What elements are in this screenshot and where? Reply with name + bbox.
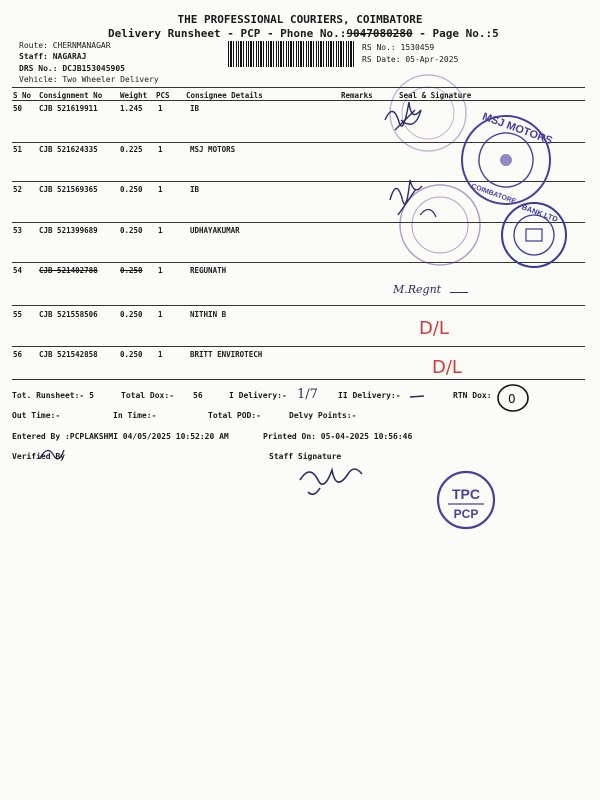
tpc-stamp-top: TPC — [452, 486, 480, 502]
row-sno: 55 — [13, 310, 23, 319]
phone-number: 9047080280 — [346, 27, 413, 40]
delvy-points: Delvy Points:- — [289, 411, 357, 420]
row-pcs: 1 — [158, 185, 163, 194]
col-consignee: Consignee Details — [186, 91, 263, 100]
row-consignment: CJB 521399689 — [39, 226, 98, 235]
row-sno: 54 — [13, 266, 23, 275]
row-weight: 1.245 — [120, 104, 143, 113]
row-sno: 53 — [13, 226, 23, 235]
i-delivery-label: I Delivery:- — [229, 391, 287, 400]
row-consignee: BRITT ENVIROTECH — [190, 350, 263, 359]
row-pcs: 1 — [158, 310, 163, 319]
col-weight: Weight — [120, 91, 148, 100]
col-pcs: PCS — [156, 91, 170, 100]
row-consignment: CJB 521558506 — [39, 310, 98, 319]
row-consignment: CJB 521402788 — [39, 266, 98, 275]
row-pcs: 1 — [158, 145, 163, 154]
total-dox-label: Total Dox:- — [121, 391, 174, 400]
col-consignment: Consignment No — [39, 91, 103, 100]
row-pcs: 1 — [158, 266, 163, 275]
out-time: Out Time:- — [12, 411, 61, 420]
tot-runsheet: Tot. Runsheet:- 5 — [12, 391, 94, 400]
row-consignee: MSJ MOTORS — [190, 145, 236, 154]
row-consignee: NITHIN B — [190, 310, 227, 319]
rtn-handwritten: 0 — [508, 392, 516, 406]
row-consignment: CJB 521619911 — [39, 104, 98, 113]
row-consignee: IB — [190, 185, 200, 194]
msj-stamp-faint — [390, 75, 466, 151]
page-number: - Page No.:5 — [419, 27, 499, 40]
row-consignment: CJB 521569365 — [39, 185, 98, 194]
row54-underline — [450, 292, 468, 293]
staff: Staff: NAGARAJ — [19, 52, 87, 61]
in-time: In Time:- — [113, 411, 157, 420]
row55-dl-mark: D/L — [419, 318, 449, 339]
row-pcs: 1 — [158, 350, 163, 359]
row-sno: 51 — [13, 145, 23, 154]
msj-stamp-top-text: MSJ MOTORS — [480, 110, 554, 148]
drs-number: DRS No.: DCJB153045905 — [19, 64, 125, 73]
bank-stamp — [502, 202, 566, 267]
row-consignee: REGUNATH — [190, 266, 227, 275]
rs-date: RS Date: 05-Apr-2025 — [362, 55, 459, 64]
row-sno: 50 — [13, 104, 23, 113]
row-weight: 0.250 — [120, 310, 143, 319]
stamp-faint-2 — [400, 185, 480, 265]
msj-motors-stamp — [450, 104, 563, 217]
msj-stamp-bottom-text: COIMBATORE — [470, 182, 517, 206]
row-pcs: 1 — [158, 226, 163, 235]
total-pod: Total POD:- — [208, 411, 261, 420]
row-sno: 52 — [13, 185, 23, 194]
ii-delivery-label: II Delivery:- — [338, 391, 401, 400]
runsheet-title-text: Delivery Runsheet - PCP - Phone No.: — [108, 27, 347, 40]
signature-row52 — [390, 180, 422, 215]
row-consignment: CJB 521624335 — [39, 145, 98, 154]
pcp-stamp-bottom: PCP — [453, 507, 479, 521]
row54-handwritten-signature: M.Regnt — [393, 283, 442, 296]
verified-by: Verified By — [12, 452, 65, 461]
row-weight: 0.225 — [120, 145, 143, 154]
rtn-dox-label: RTN Dox: — [453, 391, 492, 400]
staff-signature-mark — [300, 469, 362, 494]
row-weight: 0.250 — [120, 185, 143, 194]
row-sno: 56 — [13, 350, 23, 359]
rs-number: RS No.: 1530459 — [362, 43, 435, 52]
total-dox-value: 56 — [193, 391, 203, 400]
i-delivery-handwritten: 1/7 — [297, 387, 318, 402]
row-consignment: CJB 521542858 — [39, 350, 98, 359]
row-weight: 0.250 — [120, 350, 143, 359]
route: Route: CHERNMANAGAR — [19, 41, 111, 50]
vehicle: Vehicle: Two Wheeler Delivery — [19, 75, 159, 84]
signature-row52-b — [420, 209, 436, 217]
company-title: THE PROFESSIONAL COURIERS, COIMBATORE — [177, 13, 423, 26]
ii-delivery-dash — [410, 396, 424, 397]
row-consignee: IB — [190, 104, 200, 113]
row-weight: 0.250 — [120, 266, 143, 275]
entered-by: Entered By :PCPLAKSHMI 04/05/2025 10:52:20 AM — [12, 432, 229, 441]
bank-stamp-text: BANK LTD — [520, 202, 560, 224]
row-pcs: 1 — [158, 104, 163, 113]
tpc-pcp-stamp — [438, 472, 494, 528]
staff-signature-label: Staff Signature — [269, 452, 342, 461]
row-weight: 0.250 — [120, 226, 143, 235]
printed-on: Printed On: 05-04-2025 10:56:46 — [263, 432, 413, 441]
col-remarks: Remarks — [341, 91, 373, 100]
row-consignee: UDHAYAKUMAR — [190, 226, 240, 235]
col-seal-signature: Seal & Signature — [399, 91, 472, 100]
col-sno: S No — [13, 91, 32, 100]
row56-dl-mark: D/L — [432, 357, 462, 378]
